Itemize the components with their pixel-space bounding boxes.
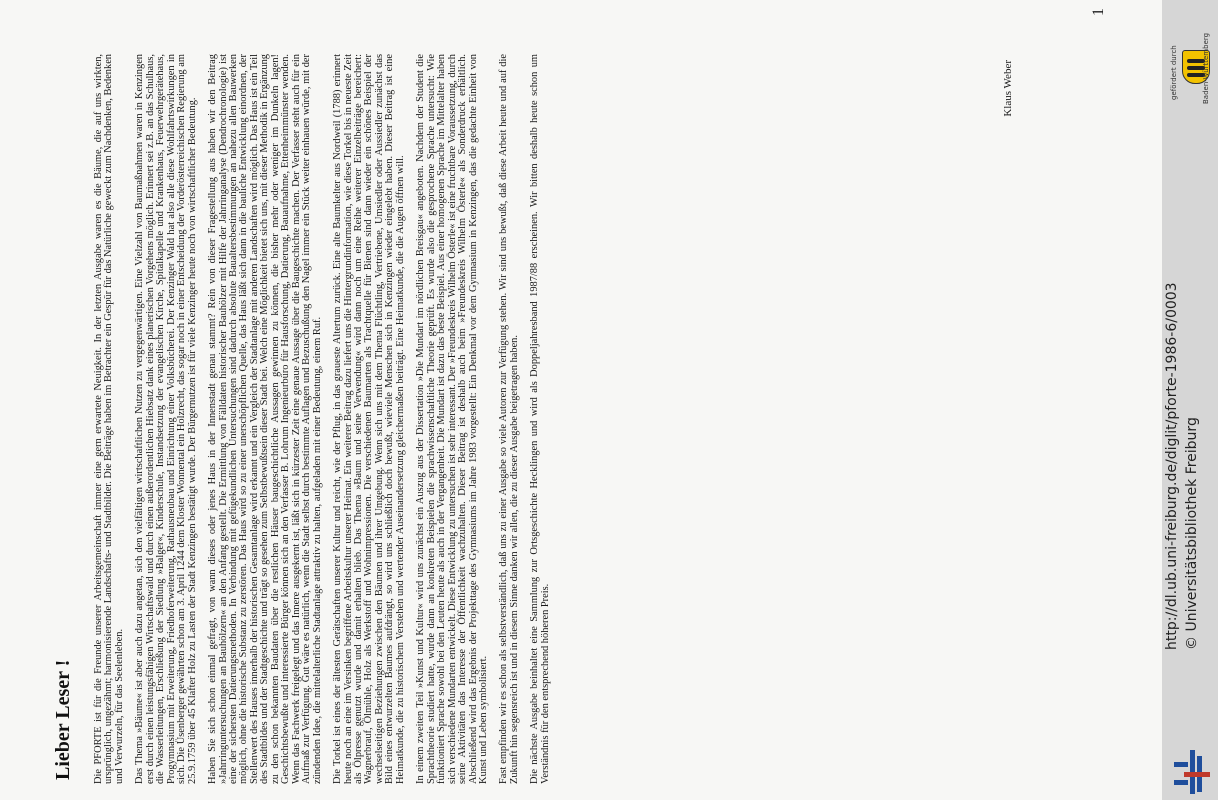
paragraph: Die PFORTE ist für die Freunde unserer Arbeitsgemeinschaft immer eine gern erwartete Neuigkeit. In der letzten Ausgabe waren es die Bäume, die auf uns wirkten, ursprünglich, ungezähmt; harmonisierende Landschafts- und Stadtbilder. Die Beiträge haben im Betrachter ein Gespür für das Natürliche geweckt zum Nachdenken, Bedenken und Verwurzeln, für das Seelenleben. [93, 54, 125, 784]
sponsor-caption-bottom: Baden-Württemberg [1202, 32, 1210, 104]
paragraph: Fast empfinden wir es schon als selbstverständlich, daß uns zu einer Ausgabe so viele Autoren zur Verfügung stehen. Wir sind uns bewußt, daß diese Arbeit heute und auf die Zukunft hin segensreich ist und in diesem Sinne danken wir allen, die zu dieser Ausgabe beigetragen haben. [498, 54, 520, 784]
paragraph: Das Thema »Bäume« ist aber auch dazu angetan, sich den vielfältigen wirtschaftlichen Nutzen zu vergegenwärtigen. Eine Vielzahl von Baumaßnahmen waren in Kenzingen erst durch einen leistungsfähigen Wirtschaftswald und durch einen außerordentlichen Hiebsatz dank eines planerischen Vorgehens möglich. Erinnert sei z.B. an das Schulhaus, die Wasserleitungen, Erschließung der Siedlung »Balger«, Kinderschule, Instandsetzung der evangelischen Kirche, Spitalkapelle und Krankenhaus, Feuerwehrgerätehaus, Progymnasium mit Erweiterung, Friedhoferweiterung, Rathausneubau und Einrichtung einer Volksbücherei. Der Kenzinger Wald hat also alle diese Wohlfahrtswirkungen in sich. Die Üsenberger gewährten schon am 3. April 1244 dem Kloster Wonnental ein Holzrecht, das sogar noch in einer Entscheidung der Vorderösterreichischen Regierung am 25.9.1759 über 45 Klafter Holz zu Lasten der Stadt Kenzingen bestätigt wurde. Der Bürgernutzen ist für viele Kenzinger heute noch von wirtschaftlicher Bedeutung. [134, 54, 198, 784]
right-sidebar-strip [1162, 0, 1218, 800]
paragraph: Die Torkel ist eines der ältesten Gerätschaften unserer Kultur und reicht, wie der Pflug, in das graueste Altertum zurück. Eine alte Baumkelter aus Nordweil (1788) erinnert heute noch an eine im Versinken begriffene Arbeitskultur unserer Heimat. Ein weiterer Beitrag dazu liefert uns die Hintergrundinformation, wie diese Torkel bis in neueste Zeit als Ölpresse genutzt wurde und damit erhalten blieb. Das Thema »Baum und seine Verwendung« wird dann noch um eine Reihe weiterer Einzelbeiträge bereichert: Wagnerbrauf, Ölmühle, Holz als Werkstoff und Wohnimpressionen. Die verschiedenen Baumarten als Trachtquelle für Bienen sind dann wieder ein schönes Beispiel der wechselseitigen Beziehungen zwischen den Bäumen und ihrer Umgebung. Wenn sich uns mit dem Thema Flüchtling, Vertriebene, Umsiedler oder Aussiedler zunächst das Bild eines entwurzelten Baumes aufdrängt, so wird uns schließlich doch bewußt, wieviele Menschen sich in Kenzingen wieder eingelebt haben. Dieser Beitrag ist eine Heimatkunde, die zu historischem Verstehen und wertender Auseinandersetzung gleichermaßen beiträgt. Eine Heimatkunde, die die Augen öffnen will. [332, 54, 406, 784]
copyright-notice: © Universitätsbibliothek Freiburg [1184, 417, 1200, 650]
page-heading: Lieber Leser ! [52, 659, 74, 780]
letter-body [94, 54, 561, 784]
source-url-link[interactable]: http://dl.ub.uni-freiburg.de/diglit/pforte-1986-6/0003 [1164, 282, 1180, 650]
page-number: 1 [1090, 8, 1107, 16]
sponsor-caption-top: gefördert durch [1170, 45, 1178, 100]
paragraph: In einem zweiten Teil »Kunst und Kultur« wird uns zunächst ein Auszug aus der Dissertation »Die Mundart im nördlichen Breisgau« angeboten. Nachdem der Student die Sprachtheorie studiert hatte, wurde dann an konkreten Beispielen die sprachwissenschaftliche Theorie geprüft. Es wurde also die gesprochene Sprache untersucht: Wie funktioniert Sprache sowohl bei den Leuten heute als auch in der Vergangenheit. Die Mundart ist dazu das beste Beispiel. Aus einer homogenen Sprache im Mittelalter haben sich verschiedene Mundarten entwickelt. Diese Entwicklung zu untersuchen ist sehr interessant. Der »Freundeskreis Wilhelm Österle« ist eine fruchtbare Voraussetzung, durch seine Aktivitäten das Interesse der Öffentlichkeit wachzuhalten. Dieser Beitrag ist deshalb auch beim »Freundeskreis Wilhelm Österle« als Sonderdruck erhältlich. Abschließend wird das Ergebnis der Projekttage des Gymnasiums im Jahre 1983 vorgestellt: Ein Denkmal vor dem Gymnasium in Kenzingen, das die gedachte Einheit von Kunst und Leben symbolisiert. [415, 54, 489, 784]
signature: Klaus Weber [1002, 60, 1014, 117]
baden-wuerttemberg-sponsor-logo [1168, 32, 1212, 104]
ub-freiburg-logo-icon [1164, 748, 1216, 796]
paragraph: Die nächste Ausgabe beinhaltet eine Sammlung zur Ortsgeschichte Hecklingen und wird als Doppeljahresband 1987/88 erscheinen. Wir bitten deshalb heute schon um Verständnis für den entsprechend höheren Preis. [529, 54, 551, 784]
paragraph: Haben Sie sich schon einmal gefragt, von wann dieses oder jenes Haus in der Innenstadt genau stammt? Rein von dieser Fragestellung aus haben wir den Beitrag »Jahrringuntersuchungen an Bauhölzern« an den Anfang gestellt. Die Ermittlung von Fälldaten historischer Bauhölzer mit Hilfe der Jahrringanalyse (Dendrochronologie) ist eine der sichersten Datierungsmethoden. In Verbindung mit gefügekundlichen Untersuchungen sind dadurch absolute Baualtersbestimmungen an nahezu allen Bauwerken möglich, ohne die historische Substanz zu zerstören. Das Haus wird so zu einer unerschöpflichen Quelle, das Haus läßt sich dann in die bauliche Entwicklung einordnen, der Stellenwert des Hauses innerhalb der historischen Gesamtanlage wird erkannt und ein Vergleich der Stadtanlage mit anderen Landschaften wird möglich. Das Haus ist ein Teil des Stadtbildes und der Stadtgeschichte und trägt so gesehen zum Selbstbewußtsein dieser Stadt bei. Welch eine Möglichkeit bietet sich uns, mit dieser Methodik in Ergänzung zu den schon bekannten Baudaten über die restlichen Häuser baugeschichtliche Aussagen gewinnen zu können, die bisher mehr oder weniger im Dunkeln lagen! Geschichtsbewußte und interessierte Bürger können sich an den Verfasser B. Lohrum Ingenieurbüro für Hausforschung, Datierung, Bauaufnahme, Ettenheimmünster wenden. Wenn das Fachwerk freigelegt und das Innere ausgekernt ist, läßt sich in kürzester Zeit eine genaue Aussage über die Baugeschichte machen. Der Verfasser steht auch für ein Aufmaß zur Verfügung. Gut wäre es natürlich, wenn die Stadt selbst durch bestimmte Auflagen und Bezuschußung den Nagel immer ein Stück weiter einhauen würde, mit der zündenden Idee, die mittelalterliche Stadtanlage attraktiv zu halten, aufgeladen mit einer Bedeutung, einem Ruf. [207, 54, 323, 784]
rotated-footer [1162, 0, 1218, 800]
